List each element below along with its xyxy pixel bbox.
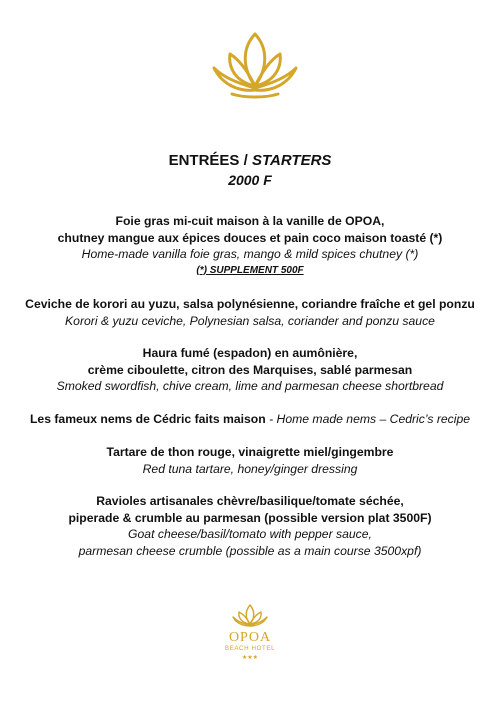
dish-tartare [0, 444, 500, 477]
dish-foie-gras [0, 213, 500, 279]
dish-name-line: Les fameux nems de Cédric faits maison [29, 412, 266, 426]
dish-name-line: chutney mangue aux épices douces et pain coco maison toasté (*) [57, 230, 443, 245]
dish-name-line: crème ciboulette, citron des Marquises, sablé parmesan [87, 362, 413, 377]
section-heading [0, 152, 500, 169]
heading-en: STARTERS [251, 152, 332, 169]
dish-ravioles [0, 493, 500, 559]
dish-name-line: Tartare de thon rouge, vinaigrette miel/gingembre [106, 445, 394, 459]
supplement-note: (*) SUPPLEMENT 500F [196, 264, 304, 276]
dish-translation: parmesan cheese crumble (possible as a main course 3500xpf) [78, 543, 422, 558]
heading-fr: ENTRÉES / [168, 152, 248, 169]
dish-translation: Goat cheese/basil/tomato with pepper sauce, [128, 527, 372, 541]
dish-name-line: Haura fumé (espadon) en aumônière, [142, 346, 358, 360]
dish-translation: - Home made nems – Cedric’s recipe [265, 412, 471, 426]
dish-ceviche [0, 296, 500, 329]
logo-stars: ★★★ [241, 654, 259, 661]
dish-name-line: Ravioles artisanales chèvre/basilique/tomate séchée, [96, 494, 404, 508]
dish-translation: Smoked swordfish, chive cream, lime and parmesan cheese shortbread [56, 379, 444, 393]
dish-translation: Red tuna tartare, honey/ginger dressing [142, 461, 358, 476]
dish-name-line: Foie gras mi-cuit maison à la vanille de OPOA, [115, 214, 385, 228]
lotus-icon [210, 28, 300, 100]
dish-translation: Home-made vanilla foie gras, mango & mild spices chutney (*) [81, 247, 419, 261]
logo-text: OPOA [228, 630, 272, 645]
dish-name-line: Ceviche de korori au yuzu, salsa polynésienne, coriandre fraîche et gel ponzu [25, 297, 475, 311]
dish-name-line: piperade & crumble au parmesan (possible version plat 3500F) [68, 510, 432, 525]
section-price: 2000 F [228, 172, 272, 188]
dish-nems [0, 411, 500, 428]
logo-subtext: BEACH HOTEL [224, 645, 276, 652]
dish-haura [0, 345, 500, 395]
opoa-logo-icon [212, 603, 288, 663]
dish-translation: Korori & yuzu ceviche, Polynesian salsa, coriander and ponzu sauce [65, 313, 435, 328]
